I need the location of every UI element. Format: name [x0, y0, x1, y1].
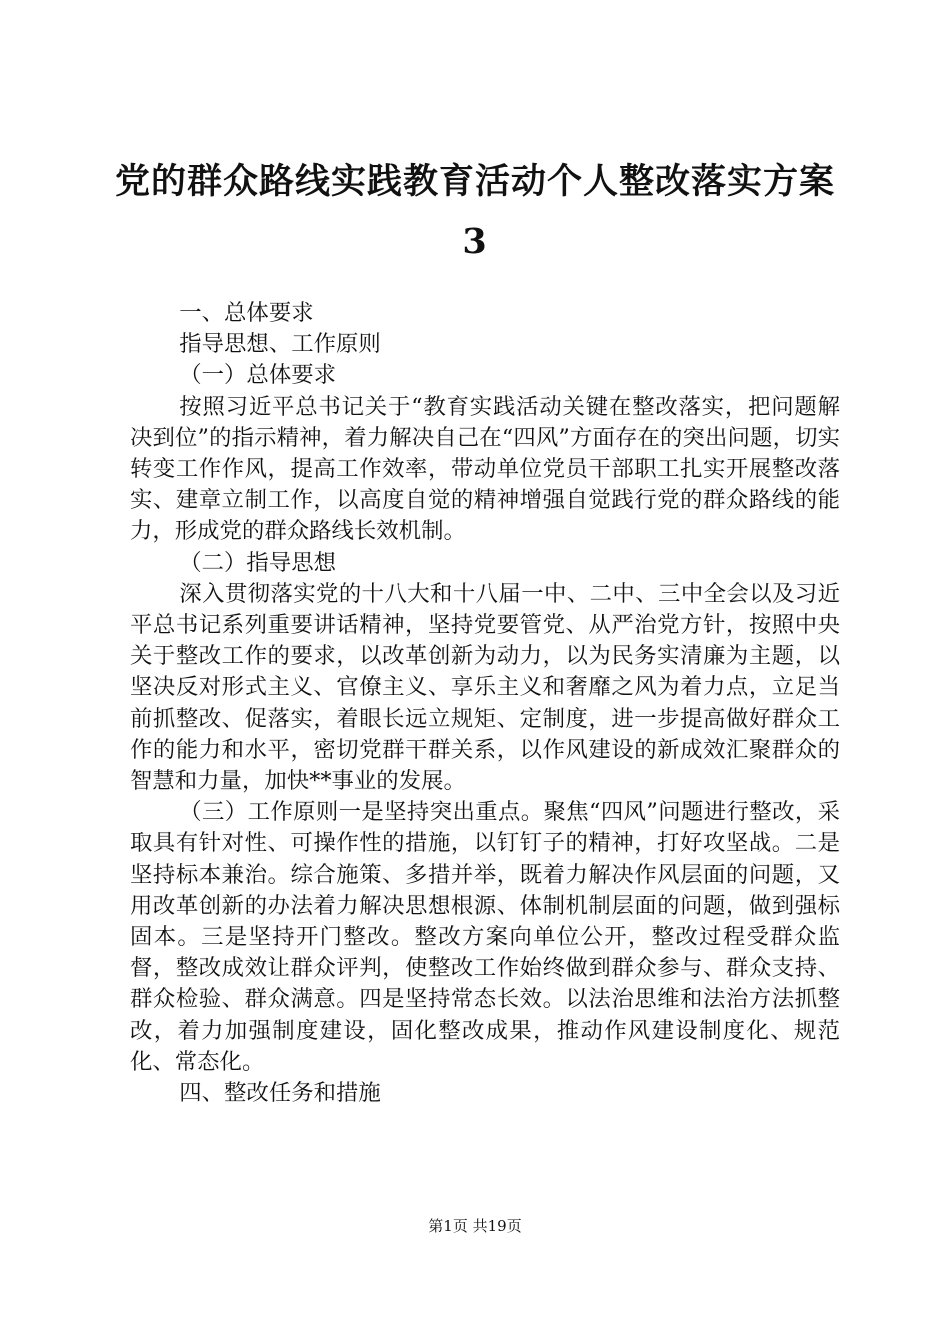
paragraph-overall-requirements: 按照习近平总书记关于“教育实践活动关键在整改落实，把问题解决到位”的指示精神，着力解决自己在“四风”方面存在的突出问题，切实转变工作作风，提高工作效率，带动单位党员干部职工扎实开展整改落实、建章立制工作，以高度自觉的精神增强自觉践行党的群众路线的能力，形成党的群众路线长效机制。 [130, 393, 840, 545]
document-title-suffix: 3 [462, 221, 488, 262]
paragraph-working-principles: （三）工作原则一是坚持突出重点。聚焦“四风”问题进行整改，采取具有针对性、可操作性的措施，以钉钉子的精神，打好攻坚战。二是坚持标本兼治。综合施策、多措并举，既着力解决作风层面的问题，又用改革创新的办法着力解决思想根源、体制机制层面的问题，做到强标固本。三是坚持开门整改。整改方案向单位公开，整改过程受群众监督，整改成效让群众评判，使整改工作始终做到群众参与、群众支持、群众检验、群众满意。四是坚持常态长效。以法治思维和法治方法抓整改，着力加强制度建设，固化整改成果，推动作风建设制度化、规范化、常态化。 [130, 799, 840, 1075]
subsection-heading-1: （一）总体要求 [179, 362, 336, 389]
section-subtitle-guiding-principles: 指导思想、工作原则 [179, 331, 381, 358]
subsection-heading-2: （二）指导思想 [179, 549, 336, 576]
section-heading-tasks-measures: 四、整改任务和措施 [179, 1080, 381, 1107]
paragraph-guiding-thought: 深入贯彻落实党的十八大和十八届一中、二中、三中全会以及习近平总书记系列重要讲话精神，坚持党要管党、从严治党方针，按照中央关于整改工作的要求，以改革创新为动力，以为民务实清廉为主题，以坚决反对形式主义、官僚主义、享乐主义和奢靡之风为着力点，立足当前抓整改、促落实，着眼长远立规矩、定制度，进一步提高做好群众工作的能力和水平，密切党群干群关系，以作风建设的新成效汇聚群众的智慧和力量，加快**事业的发展。 [130, 580, 840, 795]
page-footer: 第1页 共19页 [428, 1217, 522, 1235]
document-title: 党的群众路线实践教育活动个人整改落实方案 [114, 161, 835, 202]
document-body [130, 298, 840, 1109]
section-heading-overall-requirements: 一、总体要求 [179, 300, 314, 326]
